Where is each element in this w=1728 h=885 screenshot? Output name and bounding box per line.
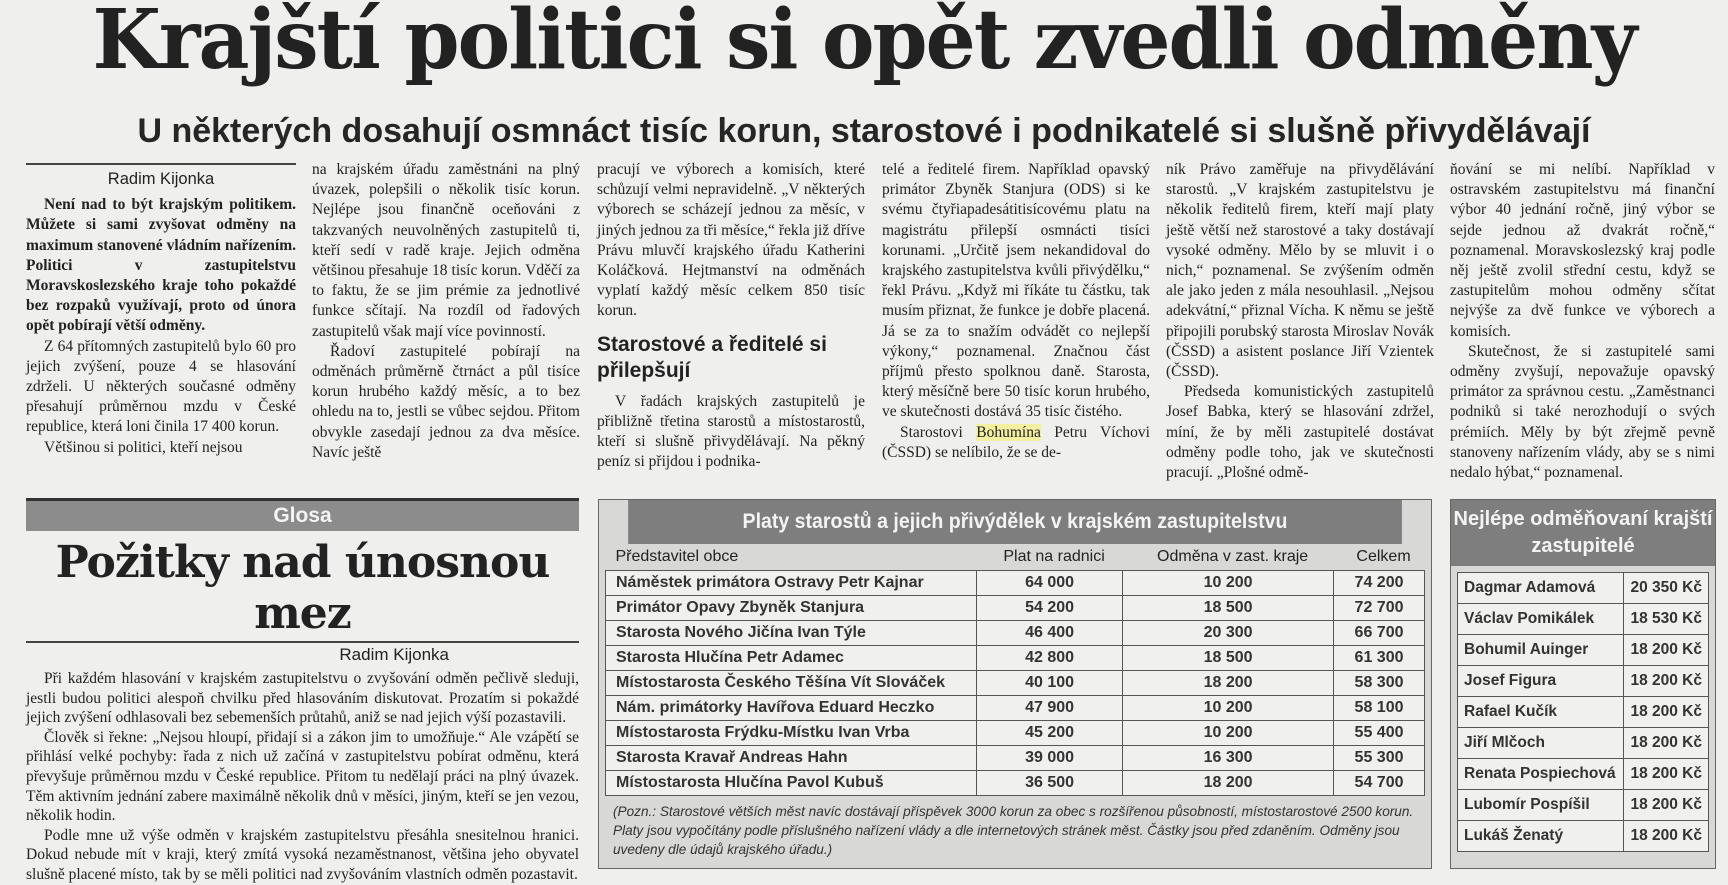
table-row — [606, 621, 1425, 646]
table-row — [1458, 666, 1709, 697]
article-paragraph: pracují ve výborech a komisích, které schůzují velmi nepravidelně. „V některých výborech se scházejí jednou za měsíc, v jiných jednou za tři měsíce,“ řekla již dříve Právu mluvčí krajského úřadu Katherini Koláčková. Hejtmanství na odměnách vyplatí každý měsíc celkem 850 tisíc korun. — [597, 161, 865, 320]
reward-cell: 18 200 Kč — [1623, 759, 1708, 790]
amount-cell: 18 500 — [1123, 646, 1334, 671]
article-paragraph: ňování se mi nelíbí. Například v ostravském zastupitelstvu má finanční výbor 40 jednání ročně, jiný výbor se sejde jednou až dvakrát ročně,“ poznamenal. Moravskoslezský kraj podle něj ještě zvolil střední cestu, když se zastupitelům mohou odměny sčítat nejvýše za dvě funkce ve výborech a komisích. — [1450, 161, 1715, 340]
table-row — [606, 746, 1425, 771]
article-column-6 — [1450, 160, 1715, 483]
representative-name-cell: Renata Pospiechová — [1458, 759, 1624, 790]
glosa-text — [26, 669, 579, 885]
article-column-3 — [597, 160, 865, 472]
official-name-cell: Starosta Kravař Andreas Hahn — [606, 746, 977, 771]
official-name-cell: Primátor Opavy Zbyněk Stanjura — [606, 596, 977, 621]
amount-cell: 58 300 — [1334, 671, 1425, 696]
amount-cell: 36 500 — [977, 771, 1123, 796]
amount-cell: 64 000 — [977, 571, 1123, 596]
table-row — [1458, 573, 1709, 604]
glosa-paragraph: Člověk si řekne: „Nejsou hloupí, přidají si a zákon jim to umožňuje.“ Ale vzápětí se přihlásí velké pochyby: řada z nich už začíná v zastupitelstvu pobírat odměnu, která převyšuje průměrnou mzdu v České republice. Přitom tu nedělají práci na plný úvazek. Těm aktivním jednání zabere maximálně několik dnů v měsíci, jiným, kteří se jen vezou, několik hodin. — [26, 728, 579, 825]
table-row — [1458, 697, 1709, 728]
amount-cell: 10 200 — [1123, 571, 1334, 596]
amount-cell: 42 800 — [977, 646, 1123, 671]
reward-cell: 20 350 Kč — [1623, 573, 1708, 604]
article-paragraph: V řadách krajských zastupitelů je přibližně třetina starostů a místostarostů, kteří si slušně přivydělávají. Na pěkný peníz si přijdou i podnika- — [597, 392, 865, 471]
article-paragraph: Většinou si politici, kteří nejsou — [44, 438, 243, 456]
reward-cell: 18 530 Kč — [1623, 604, 1708, 635]
column-header: Plat na radnici — [1003, 548, 1105, 565]
representative-name-cell: Lukáš Ženatý — [1458, 821, 1624, 852]
amount-cell: 47 900 — [977, 696, 1123, 721]
table-row — [606, 671, 1425, 696]
article-paragraph: Z 64 přítomných zastupitelů bylo 60 pro jejich zvýšení, pouze 4 se hlasování zdrželi. U některých současné odměny přesahují průměrnou mzdu v České republice, která loni činila 17 400 korun. — [26, 337, 296, 436]
table-row — [1458, 759, 1709, 790]
amount-cell: 45 200 — [977, 721, 1123, 746]
amount-cell: 61 300 — [1334, 646, 1425, 671]
reward-cell: 18 200 Kč — [1623, 697, 1708, 728]
table-row — [1458, 728, 1709, 759]
reward-cell: 18 200 Kč — [1623, 790, 1708, 821]
article-paragraph: Předseda komunistických zastupitelů Josef Babka, který se hlasování zdržel, míní, že by měli zastupitelé dostávat odměny podle toho, jak ve skutečnosti pracují. „Plošné odmě- — [1166, 383, 1434, 482]
column-header: Odměna v zast. kraje — [1157, 548, 1309, 565]
amount-cell: 18 200 — [1123, 771, 1334, 796]
amount-cell: 20 300 — [1123, 621, 1334, 646]
table-row — [606, 771, 1425, 796]
article-column-5 — [1166, 160, 1434, 483]
representative-name-cell: Jiří Mlčoch — [1458, 728, 1624, 759]
reward-cell: 18 200 Kč — [1623, 821, 1708, 852]
representative-name-cell: Bohumil Auinger — [1458, 635, 1624, 666]
section-heading: Starostové a ředitelé si přilepšují — [597, 332, 827, 382]
text-run: Petru Víchovi (ČSSD) se nelíbilo, že se de- — [882, 423, 1150, 461]
table-row — [606, 646, 1425, 671]
salary-table — [605, 544, 1425, 796]
amount-cell: 39 000 — [977, 746, 1123, 771]
amount-cell: 10 200 — [1123, 721, 1334, 746]
column-header: Celkem — [1356, 548, 1411, 565]
article-paragraph: na krajském úřadu zaměstnáni na plný úvazek, polepšili o několik tisíc korun. Nejlépe jsou finančně oceňováni z takzvaných neuvolněných zastupitelů ti, kteří sedí v radě kraje. Jejich odměna většinou přesahuje 18 tisíc korun. Vděčí za to faktu, že se jim prémie za jednotlivé funkce sčítají. Na rozdíl od řadových zastupitelů však mají více povinností. — [312, 161, 580, 340]
table-row — [606, 571, 1425, 596]
glosa-byline: Radim Kijonka — [26, 641, 579, 665]
table-row — [1458, 821, 1709, 852]
official-name-cell: Náměstek primátora Ostravy Petr Kajnar — [606, 571, 977, 596]
amount-cell: 55 400 — [1334, 721, 1425, 746]
glosa-section — [26, 498, 579, 885]
table-header-row — [606, 544, 1425, 571]
glosa-paragraph: Při každém hlasování v krajském zastupitelstvu o zvyšování odměn pečlivě sleduji, jestli budou politici alespoň chvilku před hlasováním diskutovat. Prozatím si pokaždé jejich zvýšení odhlasovali bez sebemenších průtahů, aniž se nad jejich výší pozastavili. — [26, 670, 579, 727]
amount-cell: 40 100 — [977, 671, 1123, 696]
representative-name-cell: Josef Figura — [1458, 666, 1624, 697]
table-row — [1458, 604, 1709, 635]
article-paragraph: telé a ředitelé firem. Například opavský primátor Zbyněk Stanjura (ODS) si ke svému čtyřiapadesátitisícovému platu na magistrátu přilepší osmnácti tisíci korunami. „Určitě jsem nekandidoval do krajského zastupitelstva kvůli přivýdělku,“ řekl Právu. „Když mi říkáte tu částku, tak musím přiznat, že funkce je dobře placená. Já se za to snažím odvádět co nejlepší výkony,“ poznamenal. Značnou část příjmů přesto spolknou daně. Starosta, který měsíčně bere 50 tisíc korun hrubého, ve skutečnosti dostává 35 tisíc čistého. — [882, 161, 1150, 421]
amount-cell: 16 300 — [1123, 746, 1334, 771]
amount-cell: 18 200 — [1123, 671, 1334, 696]
table-row — [606, 696, 1425, 721]
table-row — [1458, 635, 1709, 666]
representative-name-cell: Lubomír Pospíšil — [1458, 790, 1624, 821]
subheadline: U některých dosahují osmnáct tisíc korun, starostové i podnikatelé si slušně přivydělávají — [137, 112, 1591, 150]
amount-cell: 18 500 — [1123, 596, 1334, 621]
column-header: Představitel obce — [615, 548, 739, 565]
glosa-label: Glosa — [26, 498, 579, 531]
table-row — [606, 721, 1425, 746]
representative-name-cell: Rafael Kučík — [1458, 697, 1624, 728]
text-run: Starostovi — [900, 423, 977, 441]
table-row — [1458, 790, 1709, 821]
headline: Krajští politici si opět zvedli odměny — [92, 0, 1636, 88]
amount-cell: 66 700 — [1334, 621, 1425, 646]
article-paragraph — [882, 423, 1150, 463]
salary-table-note: (Pozn.: Starostové větších měst navíc dostávají příspěvek 3000 korun za obec s rozšířenou působností, místostarostové 2500 korun. Platy jsou vypočítány podle příslušného nařízení vlády a dle internetových stránek měst. Částky jsou před zdaněním. Odměny jsou uvedeny dle údajů krajského úřadu.) — [613, 804, 1414, 857]
official-name-cell: Starosta Hlučína Petr Adamec — [606, 646, 977, 671]
reward-cell: 18 200 Kč — [1623, 728, 1708, 759]
amount-cell: 54 700 — [1334, 771, 1425, 796]
best-paid-box — [1450, 499, 1716, 869]
representative-name-cell: Václav Pomikálek — [1458, 604, 1624, 635]
article-lead: Není nad to být krajským politikem. Můžete si sami zvyšovat odměny na maximum stanovené vládním nařízením. Politici v zastupitelstvu Moravskoslezského kraje toho pokaždé bez rozpaků využívají, proto od února opět pobírají větší odměny. — [26, 196, 296, 335]
amount-cell: 10 200 — [1123, 696, 1334, 721]
article-paragraph: ník Právo zaměřuje na přivydělávání starostů. „V krajském zastupitelstvu je několik ředitelů firem, kteří mají platy ještě větší než starostové a taky dostávají vysoké odměny. Mělo by se mluvit i o nich,“ poznamenal. Se zvýšením odměn ale jako jeden z mála nesouhlasil. „Nejsou adekvátní,“ přiznal Vícha. K němu se ještě připojili porubský starosta Miroslav Novák (ČSSD) a asistent poslance Jiří Vzientek (ČSSD). — [1166, 161, 1434, 381]
reward-cell: 18 200 Kč — [1623, 635, 1708, 666]
amount-cell: 46 400 — [977, 621, 1123, 646]
article-column-1 — [26, 163, 296, 458]
official-name-cell: Místostarosta Hlučína Pavol Kubuš — [606, 771, 977, 796]
official-name-cell: Starosta Nového Jičína Ivan Týle — [606, 621, 977, 646]
representative-name-cell: Dagmar Adamová — [1458, 573, 1624, 604]
amount-cell: 55 300 — [1334, 746, 1425, 771]
salary-table-title: Platy starostů a jejich přivýdělek v krajském zastupitelstvu — [628, 500, 1402, 544]
highlighted-word: Bohumína — [976, 423, 1041, 441]
article-paragraph: Skutečnost, že si zastupitelé sami odměny zvyšují, nepovažuje opavský primátor za správnou cestu. „Zaměstnanci podniků si také nerozhodují o svých prémiích. Měly by být zřejmě pevně stanoveny nařízením vlády, aby se s nimi nedalo hýbat,“ poznamenal. — [1450, 342, 1715, 482]
reward-cell: 18 200 Kč — [1623, 666, 1708, 697]
article-paragraph: Řadoví zastupitelé pobírají na odměnách průměrně čtrnáct a půl tisíce korun hrubého každý měsíc, a to bez ohledu na to, jestli se vůbec sejdou. Přitom obvykle zasedají jednou za dva měsíce. Navíc ještě — [312, 342, 580, 461]
article-byline: Radim Kijonka — [26, 163, 296, 189]
best-paid-title: Nejlépe odměňovaní krajští zastupitelé — [1451, 500, 1715, 566]
official-name-cell: Místostarosta Českého Těšína Vít Slováček — [606, 671, 977, 696]
article-column-4 — [882, 160, 1150, 463]
amount-cell: 54 200 — [977, 596, 1123, 621]
amount-cell: 58 100 — [1334, 696, 1425, 721]
glosa-paragraph: Podle mne už výše odměn v krajském zastupitelstvu přesáhla snesitelnou hranici. Dokud nebude mít v kraji, který zmítá vysoká nezaměstnanost, většina jeho obyvatel slušně placené místo, tak by se měli politici nad zvyšováním vlastních odměn pozastavit. — [26, 826, 579, 883]
article-column-2 — [312, 160, 580, 463]
best-paid-table — [1457, 572, 1709, 852]
official-name-cell: Nám. primátorky Havířova Eduard Heczko — [606, 696, 977, 721]
amount-cell: 74 200 — [1334, 571, 1425, 596]
official-name-cell: Místostarosta Frýdku-Místku Ivan Vrba — [606, 721, 977, 746]
amount-cell: 72 700 — [1334, 596, 1425, 621]
table-row — [606, 596, 1425, 621]
salary-table-box — [598, 499, 1432, 869]
glosa-title: Požitky nad únosnou mez — [55, 537, 550, 639]
